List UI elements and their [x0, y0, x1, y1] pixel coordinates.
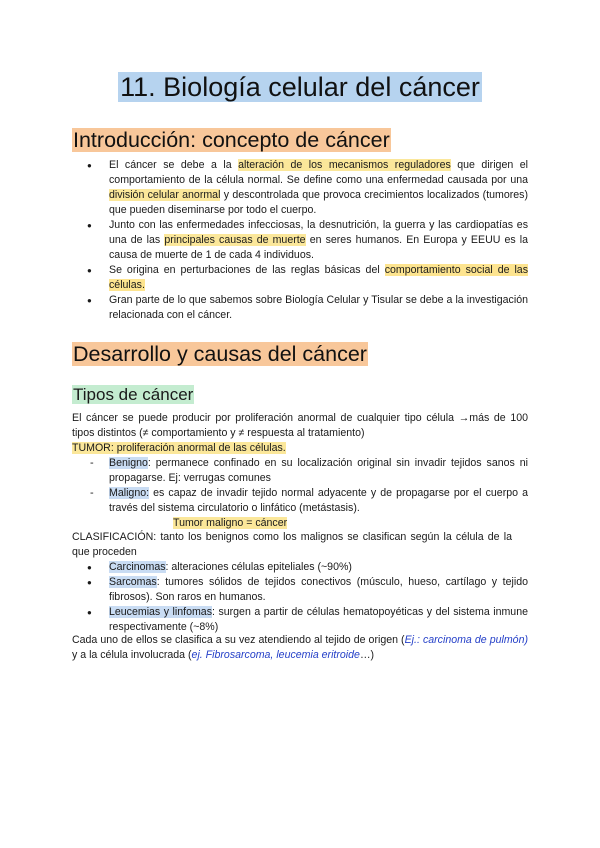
list-item: ● Se origina en perturbaciones de las reglas básicas del comportamiento social de las células.	[72, 263, 528, 293]
list-item-benigno: - Benigno: permanece confinado en su localización original sin invadir tejidos sanos ni propagarse. Ej: verrugas comunes	[72, 456, 528, 486]
highlight: comportamiento social de las células.	[109, 264, 528, 291]
highlight: Leucemias y linfomas	[109, 606, 212, 618]
example-link-fibrosarcoma: ej. Fibrosarcoma, leucemia eritroide	[191, 649, 360, 661]
highlight: Maligno:	[109, 487, 150, 499]
section-heading-desarrollo: Desarrollo y causas del cáncer	[73, 342, 367, 366]
page-title	[0, 70, 600, 104]
highlight: Carcinomas	[109, 561, 166, 573]
highlight: Benigno	[109, 457, 148, 469]
tumor-maligno-note: Tumor maligno = cáncer	[173, 517, 288, 529]
list-item-carcinomas: ● Carcinomas: alteraciones células epiteliales (~90%)	[72, 560, 528, 575]
classification-list	[72, 560, 528, 635]
paragraph-final: Cada uno de ellos se clasifica a su vez atendiendo al tejido de origen (Ej.: carcinoma de pulmón) y a la célula involucrada (ej. Fibrosarcoma, leucemia eritroide…)	[72, 634, 528, 661]
list-item: ● Junto con las enfermedades infecciosas, la desnutrición, la guerra y las cardiopatías es una de las principales causas de muerte en seres humanos. En Europa y EEUU es la causa de muerte de 1 de cada 4 individuos.	[72, 218, 528, 263]
paragraph-clasificacion: CLASIFICACIÓN: tanto los benignos como los malignos se clasifican según la célula de la que proceden	[72, 531, 512, 558]
list-item-maligno: - Maligno: es capaz de invadir tejido normal adyacente y de propagarse por el cuerpo a través del sistema circulatorio o linfático (metástasis).	[72, 486, 528, 516]
tumor-definition: TUMOR: proliferación anormal de las células.	[72, 442, 286, 454]
list-item-sarcomas: ● Sarcomas: tumores sólidos de tejidos conectivos (músculo, hueso, cartílago y tejido fibrosos). Son raros en humanos.	[72, 575, 528, 605]
tumor-types-list	[72, 456, 528, 516]
page-title-text: 11. Biología celular del cáncer	[120, 72, 480, 102]
paragraph-proliferacion: El cáncer se puede producir por proliferación anormal de cualquier tipo célula →más de 100 tipos distintos (≠ comportamiento y ≠ respuesta al tratamiento)	[72, 412, 528, 439]
list-item: ● Gran parte de lo que sabemos sobre Biología Celular y Tisular se debe a la investigación relacionada con el cáncer.	[72, 293, 528, 323]
highlight: principales causas de muerte	[164, 234, 306, 246]
list-item: ● El cáncer se debe a la alteración de los mecanismos reguladores que dirigen el comportamiento de la célula normal. Se define como una enfermedad causada por una división celular anormal y descontrolada que provoca crecimientos localizados (tumores) que pueden diseminarse por todo el cuerpo.	[72, 158, 528, 218]
highlight: Sarcomas	[109, 576, 157, 588]
highlight: alteración de los mecanismos reguladores	[238, 159, 451, 171]
subsection-heading-tipos: Tipos de cáncer	[73, 385, 194, 404]
example-link-carcinoma: Ej.: carcinoma de pulmón)	[404, 634, 528, 646]
list-item-leucemias: ● Leucemias y linfomas: surgen a partir de células hematopoyéticas y del sistema inmune respectivamente (~8%)	[72, 605, 528, 635]
section-heading-intro: Introducción: concepto de cáncer	[73, 128, 390, 152]
highlight: división celular anormal	[109, 189, 221, 201]
intro-bullet-list	[72, 158, 528, 323]
